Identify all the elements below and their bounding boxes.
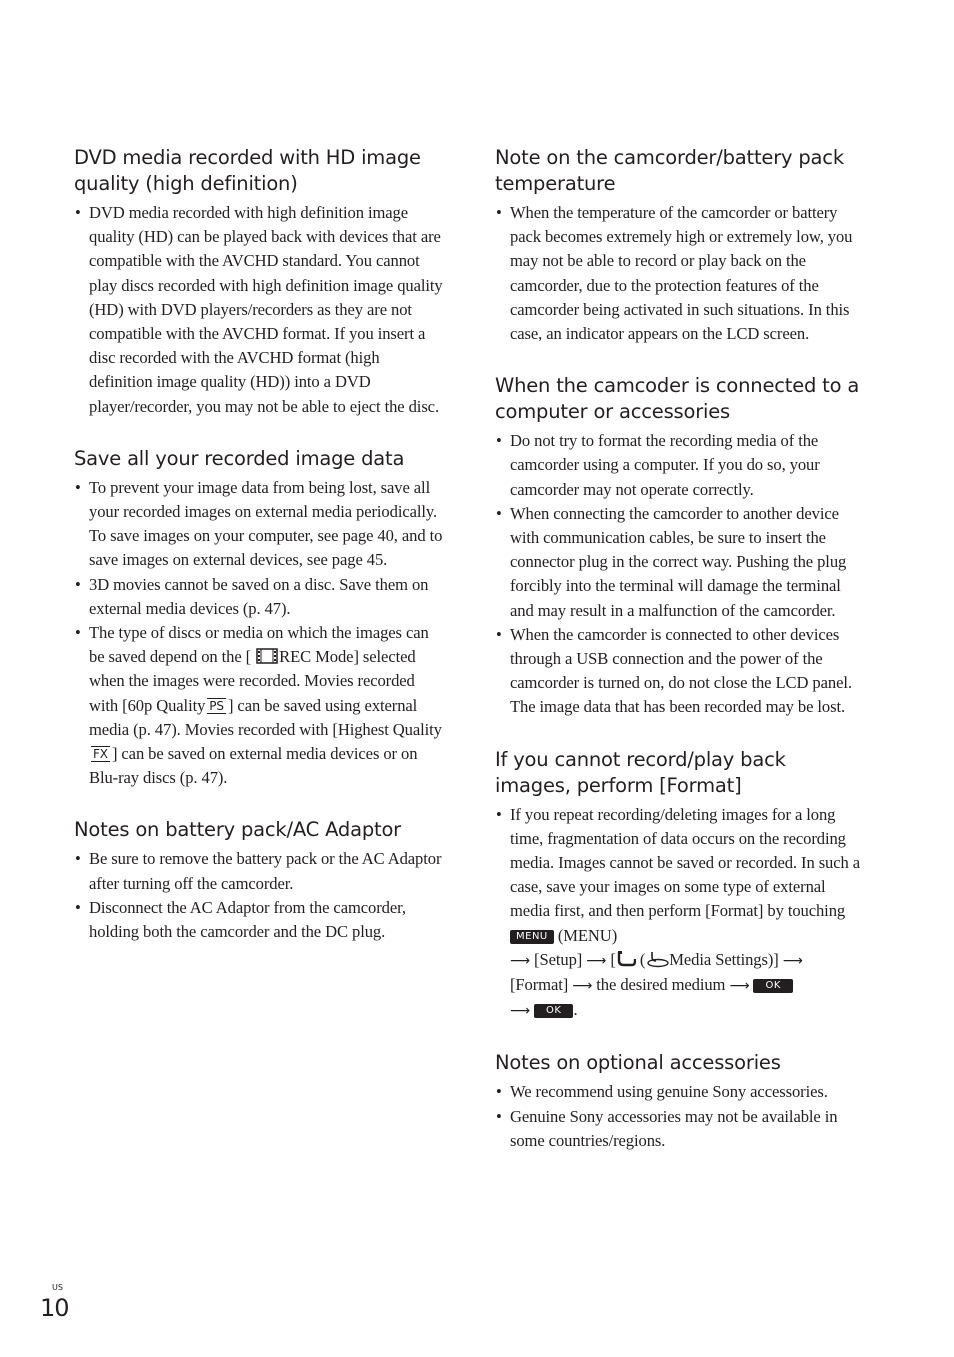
film-frame-icon — [256, 648, 278, 664]
bullet-item: • Be sure to remove the battery pack or the AC Adaptor after turning off the camcorder. — [74, 847, 446, 895]
bullet-item-rec-mode — [74, 621, 446, 790]
text: REC Mode] selected when the images were recorded. Movies recorded with [60p Quality — [89, 647, 416, 715]
text: Media Settings)] — [669, 949, 779, 969]
section-heading: If you cannot record/play back images, perform [Format] — [495, 747, 786, 797]
section-heading: When the camcoder is connected to a computer or accessories — [495, 374, 860, 424]
text: [Format] — [510, 975, 569, 995]
bullet-list — [495, 429, 867, 719]
section-save-data — [74, 446, 446, 791]
right-arrow-icon: ⟶ — [729, 978, 750, 995]
bullet-list — [74, 476, 446, 791]
right-arrow-icon: ⟶ — [586, 952, 607, 969]
section-temperature — [495, 145, 867, 346]
text: ( — [639, 949, 646, 969]
right-arrow-icon: ⟶ — [572, 978, 593, 995]
bullet-item: • When connecting the camcorder to another device with communication cables, be sure to insert the connector plug in the correct way. Pushing the plug forcibly into the terminal will damage the terminal and may result in a malfunction of the camcorder. — [495, 502, 867, 623]
media-disc-icon — [645, 951, 669, 968]
section-dvd-hd — [74, 145, 446, 419]
ps-mark: PS — [209, 698, 224, 713]
right-column — [495, 145, 867, 1180]
left-column — [74, 145, 446, 971]
text: [ — [610, 949, 616, 969]
text: If you repeat recording/deleting images for a long time, fragmentation of data occurs on the recording media. Images cannot be saved or recorded. In such a case, save your images on some type of external media first, and then perform [Format] by touching — [510, 804, 861, 921]
ok-key: OK — [534, 1004, 573, 1018]
right-arrow-icon: ⟶ — [782, 952, 803, 969]
bullet-list — [74, 201, 446, 419]
bullet-item: • Disconnect the AC Adaptor from the camcorder, holding both the camcorder and the DC plug. — [74, 896, 446, 944]
section-connected — [495, 373, 867, 719]
section-heading: Notes on battery pack/AC Adaptor — [74, 818, 401, 842]
ok-key: OK — [753, 979, 792, 993]
bullet-list — [495, 803, 867, 1024]
bullet-list — [495, 201, 867, 346]
bullet-item: • To prevent your image data from being lost, save all your recorded images on external media periodically. To save images on your computer, see page 40, and to save images on external devices, see page 45. — [74, 476, 446, 573]
text: ] can be saved using external media (p. 47). Movies recorded with [Highest Quality — [89, 695, 442, 739]
section-format — [495, 747, 867, 1024]
text: the desired medium — [596, 975, 726, 995]
bullet-item: • DVD media recorded with high definition image quality (HD) can be played back with devices that are compatible with the AVCHD standard. You cannot play discs recorded with high definition image quality (HD) with DVD players/recorders as they are not compatible with the AVCHD format. If you insert a disc recorded with the AVCHD format (high definition image quality (HD)) into a DVD player/recorder, you may not be able to eject the disc. — [74, 201, 446, 419]
text: . — [573, 1000, 578, 1020]
right-arrow-icon: ⟶ — [510, 1003, 530, 1020]
section-heading: DVD media recorded with HD image quality (high definition) — [74, 146, 421, 195]
section-heading: Save all your recorded image data — [74, 446, 405, 470]
text: The type of discs or media on which the images can be saved depend on the [ — [89, 623, 429, 667]
bullet-item: • 3D movies cannot be saved on a disc. Save them on external media devices (p. 47). — [74, 573, 446, 621]
right-arrow-icon: ⟶ — [510, 952, 530, 969]
text: (MENU) — [557, 925, 618, 945]
fx-mark: FX — [93, 747, 108, 762]
bullet-item: • We recommend using genuine Sony accessories. — [495, 1080, 867, 1104]
language-code: US — [52, 1283, 63, 1292]
bullet-list — [74, 847, 446, 944]
section-battery — [74, 817, 446, 944]
bullet-item: • When the camcorder is connected to other devices through a USB connection and the power of the camcorder is turned on, do not close the LCD panel. The image data that has been recorded may be lost. — [495, 623, 867, 720]
bullet-item: • Genuine Sony accessories may not be available in some countries/regions. — [495, 1105, 867, 1153]
bullet-item: • When the temperature of the camcorder or battery pack becomes extremely high or extremely low, you may not be able to record or play back on the camcorder, due to the protection features of the camcorder being activated in such situations. In this case, an indicator appears on the LCD screen. — [495, 201, 867, 346]
menu-key: MENU — [510, 930, 554, 944]
media-settings-icon — [616, 950, 636, 967]
text: [Setup] — [534, 949, 583, 969]
page-footer — [40, 1283, 69, 1323]
bullet-list — [495, 1080, 867, 1153]
text: ] can be saved on external media devices or on Blu-ray discs (p. 47). — [89, 744, 418, 788]
section-heading: Notes on optional accessories — [495, 1051, 781, 1075]
bullet-item: • Do not try to format the recording media of the camcorder using a computer. If you do so, your camcorder may not operate correctly. — [495, 429, 867, 502]
bullet-item-format — [495, 803, 867, 1024]
section-heading: Note on the camcorder/battery pack temperature — [495, 146, 844, 195]
section-accessories — [495, 1050, 867, 1153]
page-number: 10 — [40, 1294, 69, 1322]
